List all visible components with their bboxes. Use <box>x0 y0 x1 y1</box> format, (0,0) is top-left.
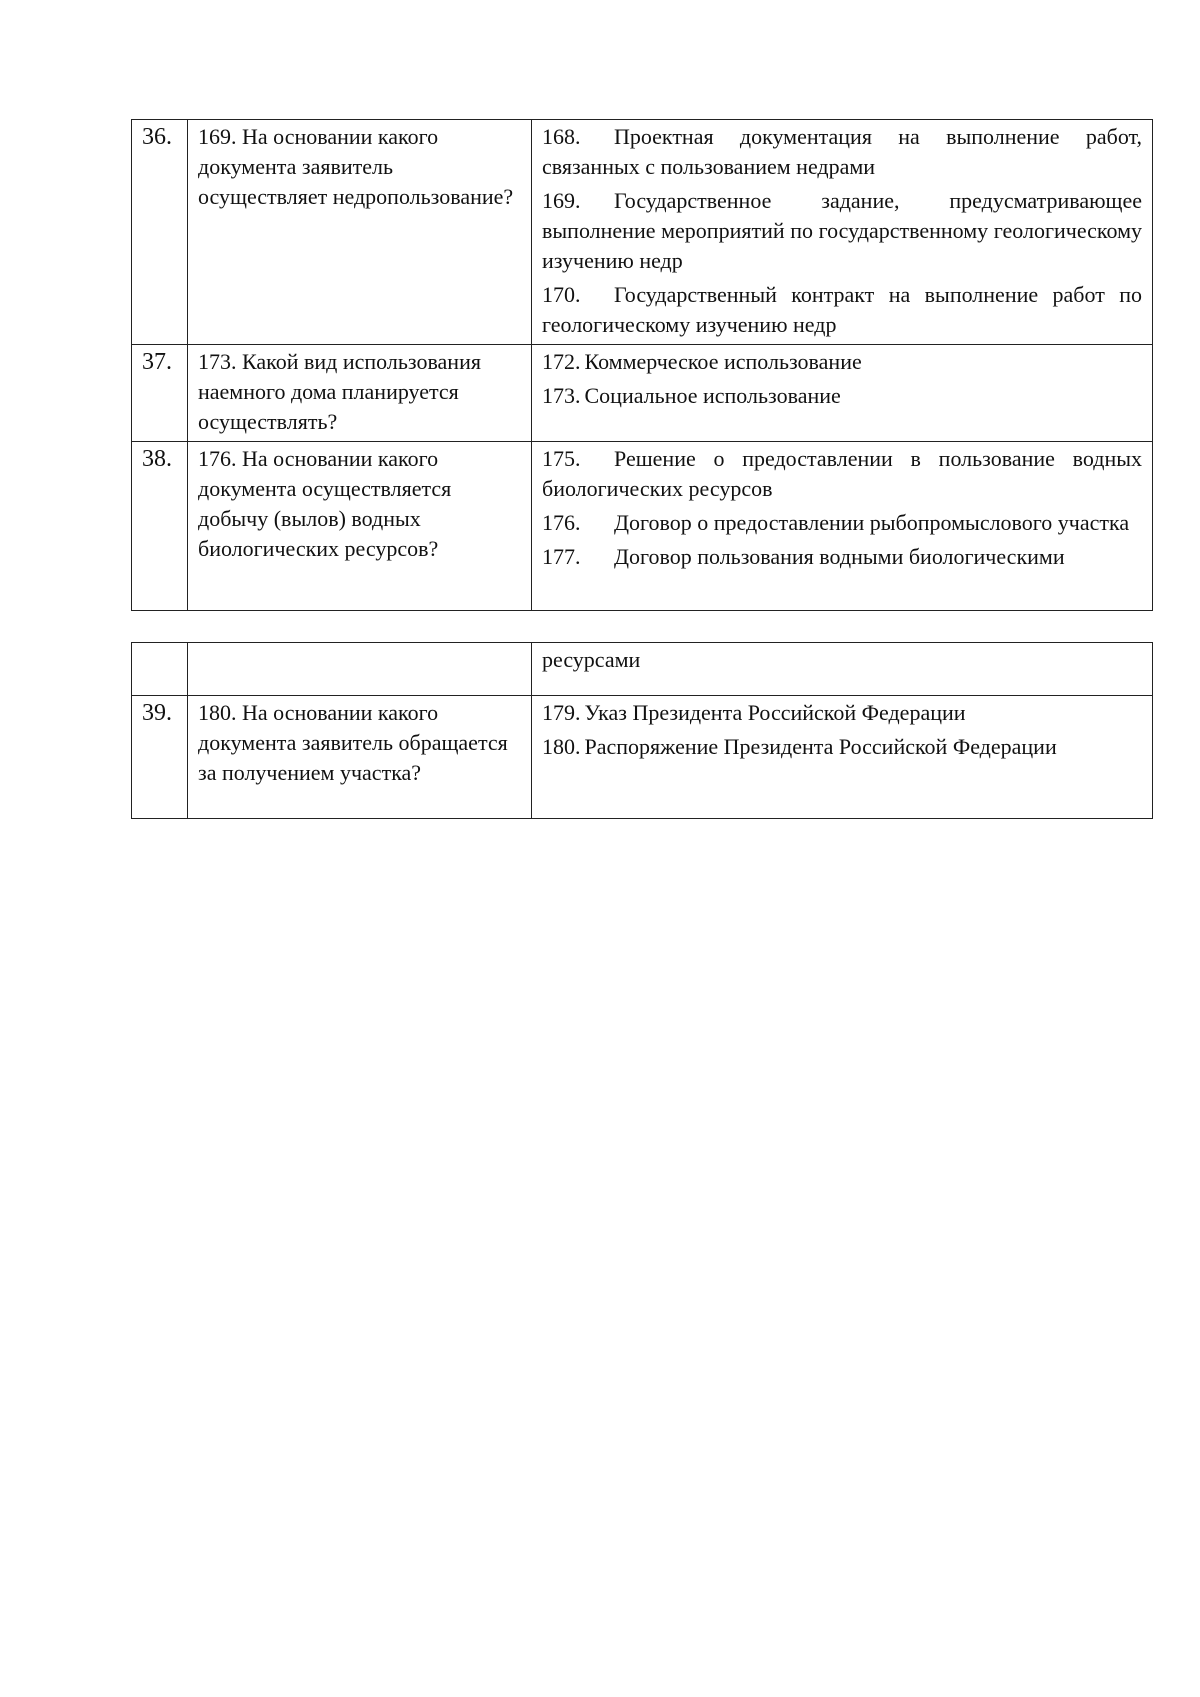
answer-text: Договор о предоставлении рыбопромыслового участка <box>614 510 1130 535</box>
answer-text: Социальное использование <box>584 383 841 408</box>
answer-text: Решение о предоставлении в пользование водных биологических ресурсов <box>542 446 1142 501</box>
answer-option <box>542 542 1142 572</box>
row-number: 39. <box>132 696 188 819</box>
answer-number: 175. <box>542 446 581 471</box>
answer-number: 177. <box>542 544 581 569</box>
row-number: 38. <box>132 442 188 611</box>
answer-option <box>542 444 1142 504</box>
question-text: 173. Какой вид использования наемного дома планируется осуществлять? <box>188 345 532 442</box>
answer-number: 173. <box>542 383 581 408</box>
answer-options <box>532 120 1153 345</box>
answer-option <box>542 381 1142 411</box>
answer-text: Государственный контракт на выполнение работ по геологическому изучению недр <box>542 282 1142 337</box>
answer-text: Договор пользования водными биологическими <box>614 544 1065 569</box>
answer-option <box>542 508 1142 538</box>
answer-option <box>542 347 1142 377</box>
answer-options <box>532 442 1153 611</box>
answer-text: Указ Президента Российской Федерации <box>584 700 966 725</box>
answer-text: Коммерческое использование <box>584 349 862 374</box>
answer-option <box>542 698 1142 728</box>
table-row <box>132 120 1153 345</box>
questions-table-part-1 <box>131 119 1153 611</box>
answer-options <box>532 696 1153 819</box>
questions-table-part-2 <box>131 642 1153 819</box>
answer-number: 176. <box>542 510 581 535</box>
answer-options <box>532 345 1153 442</box>
table-row <box>132 442 1153 611</box>
empty-cell <box>188 643 532 696</box>
answer-text: Проектная документация на выполнение работ, связанных с пользованием недрами <box>542 124 1142 179</box>
answer-number: 170. <box>542 282 581 307</box>
answer-option <box>542 280 1142 340</box>
answer-text: Распоряжение Президента Российской Федерации <box>584 734 1057 759</box>
table-row-continuation <box>132 643 1153 696</box>
answer-number: 179. <box>542 700 581 725</box>
empty-cell <box>132 643 188 696</box>
answer-option <box>542 186 1142 276</box>
answer-number: 180. <box>542 734 581 759</box>
row-number: 37. <box>132 345 188 442</box>
answer-number: 169. <box>542 188 581 213</box>
answer-option <box>542 122 1142 182</box>
question-text: 180. На основании какого документа заявитель обращается за получением участка? <box>188 696 532 819</box>
continuation-text: ресурсами <box>532 643 1153 696</box>
row-number: 36. <box>132 120 188 345</box>
answer-number: 168. <box>542 124 581 149</box>
question-text: 176. На основании какого документа осуществляется добычу (вылов) водных биологических ресурсов? <box>188 442 532 611</box>
table-row <box>132 345 1153 442</box>
answer-number: 172. <box>542 349 581 374</box>
table-row <box>132 696 1153 819</box>
question-text: 169. На основании какого документа заявитель осуществляет недропользование? <box>188 120 532 345</box>
answer-text: Государственное задание, предусматривающее выполнение мероприятий по государственному геологическому изучению недр <box>542 188 1142 273</box>
answer-option <box>542 732 1142 762</box>
